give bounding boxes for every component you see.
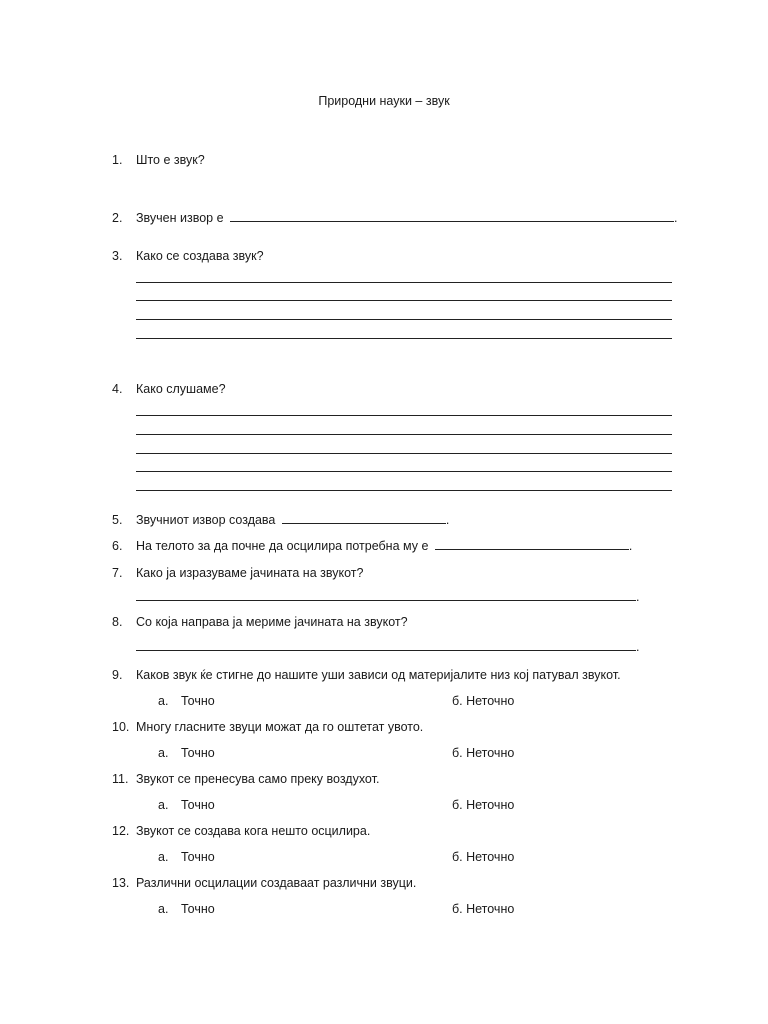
- answer-line[interactable]: [136, 453, 672, 454]
- question-5: [0, 511, 768, 529]
- question-6: [0, 537, 768, 555]
- question-number: 5.: [112, 513, 123, 527]
- question-7: [0, 564, 768, 582]
- option-false[interactable]: б. Неточно: [452, 902, 515, 916]
- question-3: [0, 247, 768, 265]
- question-number: 4.: [112, 382, 123, 396]
- answer-options: [0, 692, 768, 710]
- question-1: [0, 151, 768, 169]
- answer-line[interactable]: [136, 300, 672, 301]
- answer-options: [0, 848, 768, 866]
- option-a-letter: а.: [158, 798, 169, 812]
- answer-blank[interactable]: [136, 588, 636, 601]
- answer-line[interactable]: [136, 490, 672, 491]
- question-text: Како ја изразуваме јачината на звукот?: [136, 566, 364, 580]
- question-text: Каков звук ќе стигне до нашите уши зависи од материјалите низ кој патувал звукот.: [136, 668, 621, 682]
- answer-blank[interactable]: [435, 537, 629, 550]
- answer-options: [0, 744, 768, 762]
- option-false[interactable]: б. Неточно: [452, 798, 515, 812]
- option-a-letter: а.: [158, 850, 169, 864]
- question-text: Како слушаме?: [136, 382, 226, 396]
- question-number: 11.: [112, 772, 129, 786]
- option-false[interactable]: б. Неточно: [452, 850, 515, 864]
- question-text: Што е звук?: [136, 153, 205, 167]
- question-2: [0, 209, 768, 227]
- answer-options: [0, 900, 768, 918]
- answer-line[interactable]: [136, 415, 672, 416]
- question-13: [0, 874, 768, 892]
- question-8: [0, 613, 768, 631]
- answer-options: [0, 796, 768, 814]
- option-true[interactable]: Точно: [181, 902, 215, 916]
- question-suffix: .: [628, 539, 633, 553]
- question-number: 13.: [112, 876, 130, 890]
- answer-line[interactable]: [136, 282, 672, 283]
- option-false[interactable]: б. Неточно: [452, 746, 515, 760]
- question-number: 9.: [112, 668, 123, 682]
- question-number: 6.: [112, 539, 123, 553]
- option-a-letter: а.: [158, 746, 169, 760]
- option-false[interactable]: б. Неточно: [452, 694, 515, 708]
- question-text: Звукот се создава кога нешто осцилира.: [136, 824, 371, 838]
- question-number: 7.: [112, 566, 123, 580]
- question-number: 12.: [112, 824, 130, 838]
- question-number: 1.: [112, 153, 123, 167]
- option-a-letter: а.: [158, 902, 169, 916]
- question-8-answer: [0, 638, 768, 656]
- question-text: Звучен извор е: [136, 211, 224, 225]
- question-suffix: .: [636, 640, 640, 654]
- option-true[interactable]: Точно: [181, 694, 215, 708]
- answer-line[interactable]: [136, 434, 672, 435]
- question-text: Со која направа ја мериме јачината на звукот?: [136, 615, 408, 629]
- question-12: [0, 822, 768, 840]
- question-text: Многу гласните звуци можат да го оштетат увото.: [136, 720, 424, 734]
- question-10: [0, 718, 768, 736]
- option-true[interactable]: Точно: [181, 798, 215, 812]
- question-suffix: .: [636, 590, 640, 604]
- option-true[interactable]: Точно: [181, 746, 215, 760]
- question-suffix: .: [674, 211, 678, 225]
- question-number: 2.: [112, 211, 123, 225]
- question-text: Звучниот извор создава: [136, 513, 276, 527]
- answer-line[interactable]: [136, 319, 672, 320]
- question-text: Различни осцилации создаваат различни звуци.: [136, 876, 417, 890]
- answer-line[interactable]: [136, 338, 672, 339]
- option-true[interactable]: Точно: [181, 850, 215, 864]
- question-9: [0, 666, 768, 684]
- answer-blank[interactable]: [282, 511, 446, 524]
- question-11: [0, 770, 768, 788]
- question-number: 10.: [112, 720, 130, 734]
- answer-blank[interactable]: [136, 638, 636, 651]
- question-text: Како се создава звук?: [136, 249, 264, 263]
- question-number: 3.: [112, 249, 123, 263]
- question-4: [0, 380, 768, 398]
- question-suffix: .: [445, 513, 450, 527]
- answer-blank[interactable]: [230, 209, 674, 222]
- option-a-letter: а.: [158, 694, 169, 708]
- page-title: Природни науки – звук: [318, 94, 450, 108]
- answer-line[interactable]: [136, 471, 672, 472]
- question-number: 8.: [112, 615, 123, 629]
- question-text: На телото за да почне да осцилира потребна му е: [136, 539, 429, 553]
- question-7-answer: [0, 588, 768, 606]
- question-text: Звукот се пренесува само преку воздухот.: [136, 772, 380, 786]
